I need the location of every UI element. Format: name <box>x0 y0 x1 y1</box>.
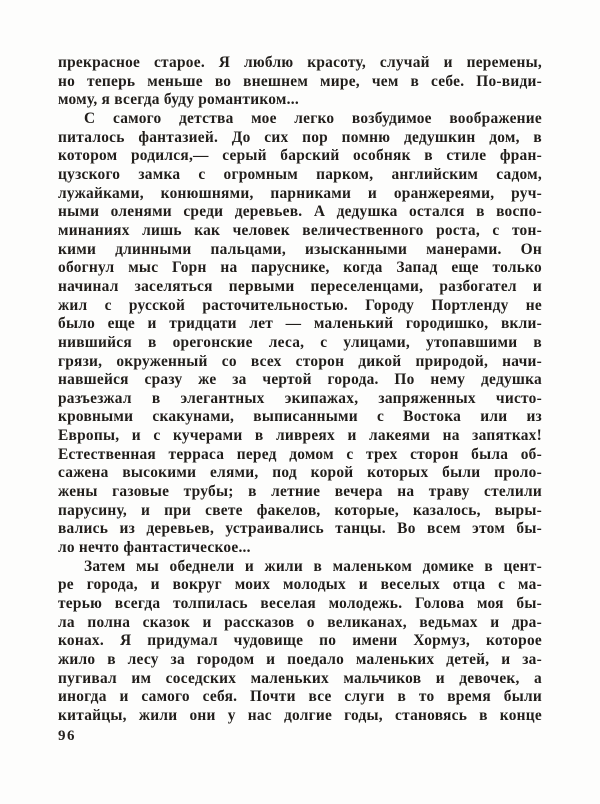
text-line: кровными скакунами, выписанными с Востока или из <box>58 408 542 426</box>
text-line: парусину, и при свете факелов, которые, казалось, выры- <box>58 501 542 519</box>
text-line: терью всегда толпилась веселая молодежь. Голова моя бы- <box>58 595 542 613</box>
text-line: Естественная терраса перед домом с трех сторон была об- <box>58 445 542 463</box>
text-line: навшейся сразу же за чертой города. По нему дедушка <box>58 371 542 389</box>
text-line: котором родился,— серый барский особняк в стиле фран- <box>58 147 542 165</box>
text-line: цузского замка с огромным парком, английским садом, <box>58 165 542 183</box>
text-line: жило в лесу за городом и поедало маленьких детей, и за- <box>58 651 542 668</box>
text-line: иногда и самого себя. Почти все слуги в то время были <box>58 688 542 706</box>
text-line: мому, я всегда буду романтиком... <box>58 91 299 109</box>
text-line: жены газовые трубы; в летние вечера на траву стелили <box>58 483 542 501</box>
text-line: жил с русской расточительностью. Городу Портленду не <box>58 296 542 314</box>
text-line: грязи, окруженный со всех сторон дикой природой, начи- <box>58 352 542 370</box>
text-line: нившийся в орегонские леса, с улицами, утопавшими в <box>58 333 542 351</box>
text-line: но теперь меньше во внешнем мире, чем в себе. По-види- <box>58 72 542 90</box>
text-line: кими длинными пальцами, изысканными манерами. Он <box>58 240 542 258</box>
text-line: конах. Я придумал чудовище по имени Хормуз, которое <box>58 632 542 650</box>
text-line: С самого детства мое легко возбудимое воображение <box>84 109 542 127</box>
text-line: минаниях лишь как человек величественного роста, с тон- <box>58 221 542 239</box>
text-line: лужайками, конюшнями, парниками и оранжереями, руч- <box>58 184 542 202</box>
text-line: прекрасное старое. Я люблю красоту, случай и перемены, <box>58 54 542 71</box>
text-line: китайцы, жили они у нас долгие годы, становясь в конце <box>58 706 542 724</box>
text-line: питалось фантазией. До сих пор помню дедушкин дом, в <box>58 128 542 146</box>
text-line: ла полна сказок и рассказов о великанах, ведьмах и дра- <box>58 613 542 631</box>
text-line: начинал заселяться первыми переселенцами, разбогател и <box>58 277 542 295</box>
page-number: 96 <box>58 728 76 744</box>
text-line: ре города, и вокруг моих молодых и веселых отца с ма- <box>58 576 542 594</box>
text-line: сажена высокими елями, под корой которых были проло- <box>58 464 542 482</box>
text-line: ными оленями среди деревьев. А дедушка остался в воспо- <box>58 203 542 221</box>
text-line: пугивал им соседских маленьких мальчиков и девочек, а <box>58 669 542 687</box>
text-line: было еще и тридцати лет — маленький городишко, вкли- <box>58 315 542 333</box>
text-line: вались из деревьев, устраивались танцы. Во всем этом бы- <box>58 520 542 538</box>
text-line: ло нечто фантастическое... <box>58 539 251 557</box>
text-line: Европы, и с кучерами в ливреях и лакеями на запятках! <box>58 427 542 445</box>
text-line: обогнул мыс Горн на паруснике, когда Запад еще только <box>58 259 542 277</box>
text-block <box>58 54 542 726</box>
text-line: Затем мы обеднели и жили в маленьком домике в цент- <box>84 557 542 575</box>
text-line: разъезжал в элегантных экипажах, запряженных чисто- <box>58 389 542 407</box>
